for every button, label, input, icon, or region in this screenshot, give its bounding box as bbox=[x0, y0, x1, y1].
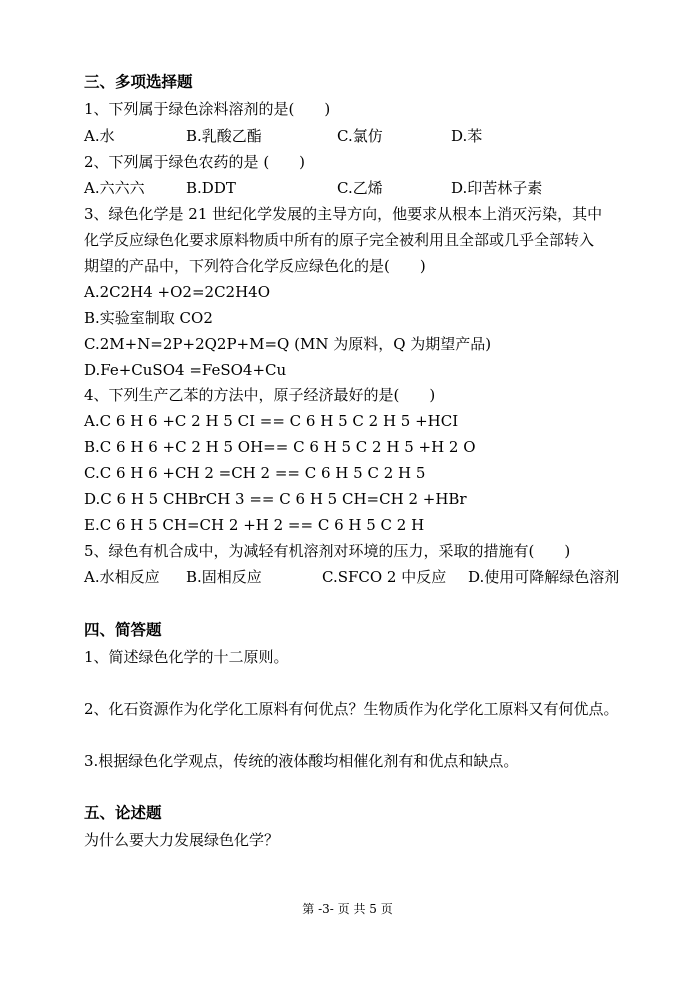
option-b: B.乳酸乙酯 bbox=[186, 127, 262, 145]
option-b: B.DDT bbox=[186, 179, 236, 197]
option-b: B.固相反应 bbox=[186, 568, 262, 586]
question-3-option-a: A.2C2H4 +O2=2C2H4O bbox=[84, 283, 271, 301]
question-1-stem: 1、下列属于绿色涂料溶剂的是( ) bbox=[84, 100, 331, 118]
question-3-stem-line: 化学反应绿色化要求原料物质中所有的原子完全被利用且全部或几乎全部转入 bbox=[84, 231, 595, 249]
question-4-option-c: C.C 6 H 6 +CH 2 =CH 2 == C 6 H 5 C 2 H 5 bbox=[84, 464, 426, 482]
question-3-option-b: B.实验室制取 CO2 bbox=[84, 309, 213, 327]
question-3-stem-line: 3、绿色化学是 21 世纪化学发展的主导方向，他要求从根本上消灭污染，其中 bbox=[84, 205, 603, 223]
question-3-option-d: D.Fe+CuSO4 =FeSO4+Cu bbox=[84, 361, 287, 379]
section-heading-multiple-choice: 三、多项选择题 bbox=[84, 72, 193, 91]
question-2-options bbox=[84, 178, 674, 198]
question-4-option-a: A.C 6 H 6 +C 2 H 5 CI == C 6 H 5 C 2 H 5 +HCI bbox=[84, 412, 459, 430]
question-4-option-b: B.C 6 H 6 +C 2 H 5 OH== C 6 H 5 C 2 H 5 +H 2 O bbox=[84, 438, 476, 456]
option-d: D.苯 bbox=[451, 127, 483, 145]
page-number-footer: 第 -3- 页 共 5 页 bbox=[302, 902, 393, 916]
question-5-options bbox=[84, 567, 674, 587]
question-3-option-c: C.2M+N=2P+2Q2P+M=Q (MN 为原料，Q 为期望产品) bbox=[84, 335, 492, 353]
question-4-option-e: E.C 6 H 5 CH=CH 2 +H 2 == C 6 H 5 C 2 H bbox=[84, 516, 425, 534]
option-c: C.乙烯 bbox=[337, 179, 383, 197]
option-c: C.氯仿 bbox=[337, 127, 383, 145]
question-3-stem-line: 期望的产品中，下列符合化学反应绿色化的是( ) bbox=[84, 257, 426, 275]
short-answer-question-1: 1、简述绿色化学的十二原则。 bbox=[84, 648, 289, 666]
short-answer-question-3: 3.根据绿色化学观点，传统的液体酸均相催化剂有和优点和缺点。 bbox=[84, 752, 519, 770]
option-c: C.SFCO 2 中反应 bbox=[322, 568, 447, 586]
question-4-stem: 4、下列生产乙苯的方法中，原子经济最好的是( ) bbox=[84, 386, 436, 404]
essay-question: 为什么要大力发展绿色化学？ bbox=[84, 831, 280, 849]
section-heading-short-answer: 四、简答题 bbox=[84, 620, 162, 639]
question-5-stem: 5、绿色有机合成中，为减轻有机溶剂对环境的压力，采取的措施有( ) bbox=[84, 542, 571, 560]
option-a: A.六六六 bbox=[84, 179, 145, 197]
short-answer-question-2: 2、化石资源作为化学化工原料有何优点？生物质作为化学化工原料又有何优点。 bbox=[84, 700, 619, 718]
question-1-options bbox=[84, 126, 674, 146]
question-4-option-d: D.C 6 H 5 CHBrCH 3 == C 6 H 5 CH=CH 2 +HBr bbox=[84, 490, 467, 508]
section-heading-essay: 五、论述题 bbox=[84, 803, 162, 822]
option-d: D.使用可降解绿色溶剂 bbox=[468, 568, 620, 586]
question-2-stem: 2、下列属于绿色农药的是 ( ) bbox=[84, 153, 306, 171]
option-a: A.水 bbox=[84, 127, 115, 145]
option-a: A.水相反应 bbox=[84, 568, 160, 586]
option-d: D.印苦林子素 bbox=[451, 179, 543, 197]
